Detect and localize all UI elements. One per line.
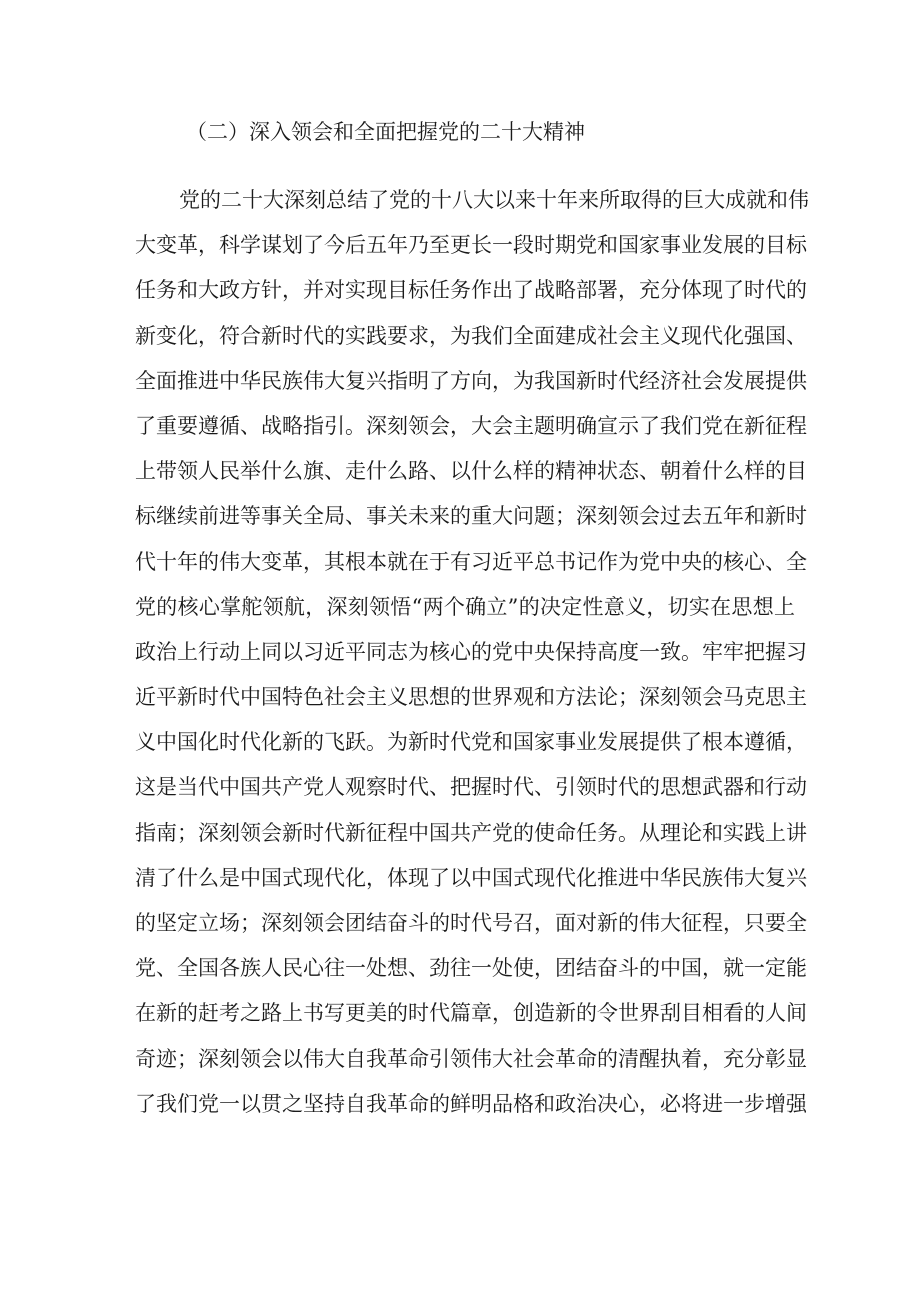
paragraph-line: 奇迹；深刻领会以伟大自我革命引领伟大社会革命的清醒执着，充分彰显 (135, 1046, 807, 1071)
paragraph-line: 全面推进中华民族伟大复兴指明了方向，为我国新时代经济社会发展提供 (135, 368, 807, 393)
section-heading: （二）深入领会和全面把握党的二十大精神 (186, 120, 585, 144)
paragraph-line: 新变化，符合新时代的实践要求，为我们全面建成社会主义现代化强国、 (135, 323, 807, 348)
paragraph-line: 在新的赶考之路上书写更美的时代篇章，创造新的令世界刮目相看的人间 (135, 1001, 807, 1026)
paragraph-line: 了重要遵循、战略指引。深刻领会，大会主题明确宣示了我们党在新征程 (135, 413, 807, 438)
paragraph-line: 党、全国各族人民心往一处想、劲往一处使，团结奋斗的中国，就一定能 (135, 956, 807, 981)
paragraph-line: 党的二十大深刻总结了党的十八大以来十年来所取得的巨大成就和伟 (179, 188, 809, 212)
paragraph-line: 党的核心掌舵领航，深刻领悟“两个确立”的决定性意义，切实在思想上 (135, 594, 795, 619)
paragraph-line: 政治上行动上同以习近平同志为核心的党中央保持高度一致。牢牢把握习 (135, 639, 807, 664)
paragraph-line: 标继续前进等事关全局、事关未来的重大问题；深刻领会过去五年和新时 (135, 504, 807, 529)
paragraph-line: 任务和大政方针，并对实现目标任务作出了战略部署，充分体现了时代的 (135, 278, 807, 303)
paragraph-line: 代十年的伟大变革，其根本就在于有习近平总书记作为党中央的核心、全 (135, 549, 807, 574)
paragraph-line: 大变革，科学谋划了今后五年乃至更长一段时期党和国家事业发展的目标 (135, 233, 807, 258)
paragraph-line: 上带领人民举什么旗、走什么路、以什么样的精神状态、朝着什么样的目 (135, 459, 807, 484)
paragraph-line: 义中国化时代化新的飞跃。为新时代党和国家事业发展提供了根本遵循， (135, 730, 807, 755)
paragraph-line: 近平新时代中国特色社会主义思想的世界观和方法论；深刻领会马克思主 (135, 685, 807, 710)
paragraph-line: 清了什么是中国式现代化，体现了以中国式现代化推进中华民族伟大复兴 (135, 865, 807, 890)
body-paragraph (135, 178, 809, 1127)
paragraph-line: 这是当代中国共产党人观察时代、把握时代、引领时代的思想武器和行动 (135, 775, 807, 800)
paragraph-line: 的坚定立场；深刻领会团结奋斗的时代号召，面对新的伟大征程，只要全 (135, 911, 807, 935)
paragraph-line: 了我们党一以贯之坚持自我革命的鲜明品格和政治决心，必将进一步增强 (135, 1091, 807, 1116)
paragraph-line: 指南；深刻领会新时代新征程中国共产党的使命任务。从理论和实践上讲 (135, 820, 807, 845)
